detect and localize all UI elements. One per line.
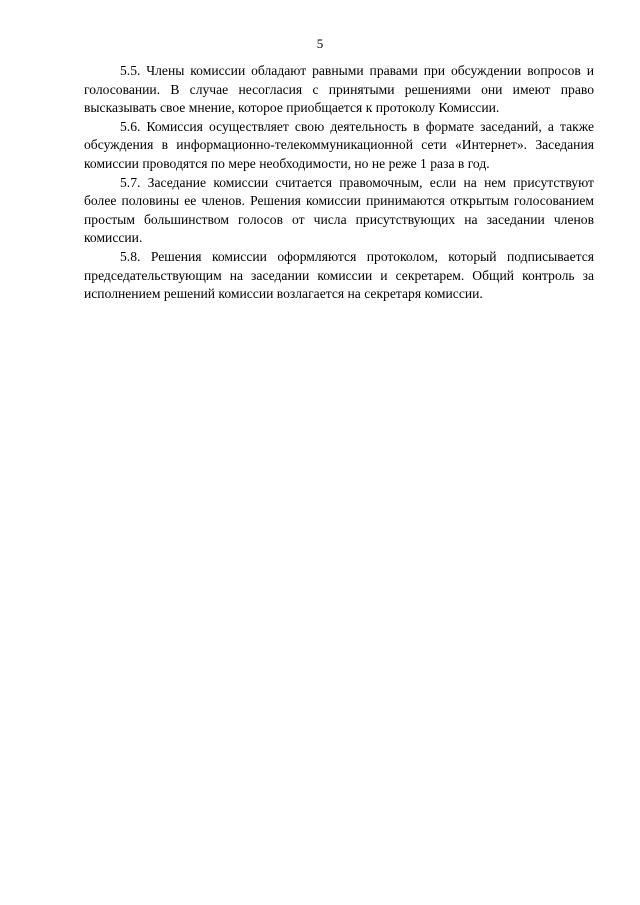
paragraph-5-5: 5.5. Члены комиссии обладают равными правами при обсуждении вопросов и голосовании. В случае несогласия с принятыми решениями они имеют право высказывать свое мнение, которое приобщается к протоколу Комиссии. — [84, 63, 594, 116]
paragraph-5-6: 5.6. Комиссия осуществляет свою деятельность в формате заседаний, а также обсуждения в информационно-телекоммуникационной сети «Интернет». Заседания комиссии проводятся по мере необходимости, но не реже 1 раза в год. — [84, 118, 594, 171]
page-number: 5 — [316, 36, 324, 51]
document-body — [84, 62, 594, 304]
paragraph-5-7: 5.7. Заседание комиссии считается правомочным, если на нем присутствуют более половины ее членов. Решения комиссии принимаются открытым голосованием простым большинством голосов от числа присутствующих на заседании членов комиссии. — [84, 174, 594, 246]
paragraph-5-8: 5.8. Решения комиссии оформляются протоколом, который подписывается председательствующим на заседании комиссии и секретарем. Общий контроль за исполнением решений комиссии возлагается на секретаря комиссии. — [84, 248, 594, 302]
